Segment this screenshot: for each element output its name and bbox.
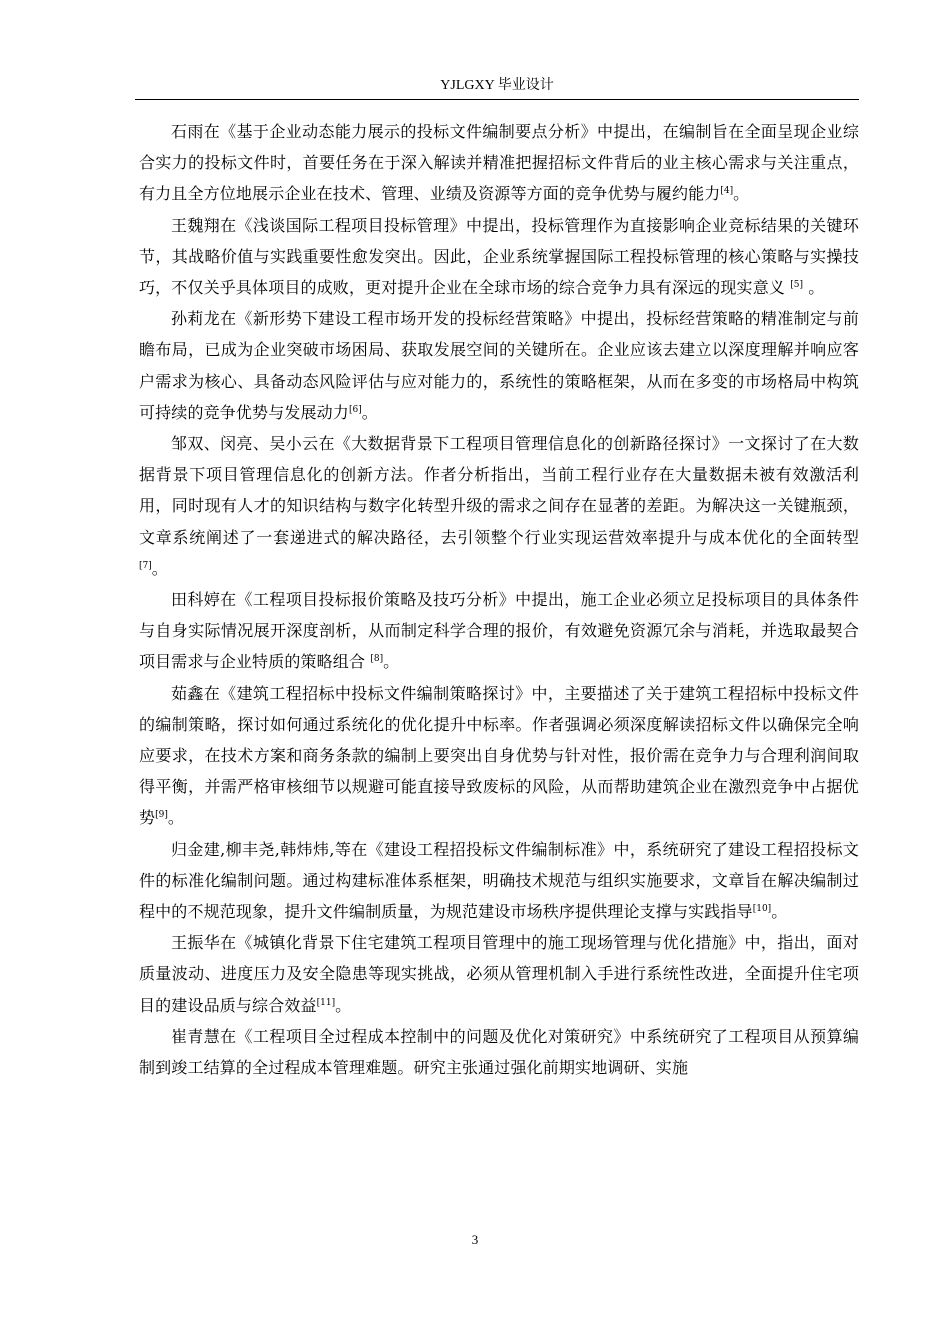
paragraph-tail: 。 xyxy=(803,278,825,298)
paragraph-text: 石雨在《基于企业动态能力展示的投标文件编制要点分析》中提出，在编制旨在全面呈现企业综合实力的投标文件时，首要任务在于深入解读并精准把握招标文件背后的业主核心需求与关注重点，有力且全方位地展示企业在技术、管理、业绩及资源等方面的竞争优势与履约能力 xyxy=(139,122,859,204)
body-text xyxy=(139,116,859,1083)
paragraph-text: 茹鑫在《建筑工程招标中投标文件编制策略探讨》中，主要描述了关于建筑工程招标中投标文件的编制策略，探讨如何通过系统化的优化提升中标率。作者强调必须深度解读招标文件以确保完全响应要求，在技术方案和商务条款的编制上要突出自身优势与针对性，报价需在竞争力与合理利润间取得平衡，并需严格审核细节以规避可能直接导致废标的风险，从而帮助建筑企业在激烈竞争中占据优势 xyxy=(139,683,859,828)
paragraph xyxy=(139,1021,859,1083)
citation-ref: [5] xyxy=(790,280,803,291)
running-header: YJLGXY 毕业设计 xyxy=(440,78,554,93)
citation-ref: [4] xyxy=(720,186,734,197)
paragraph xyxy=(139,303,859,428)
paragraph xyxy=(139,834,859,928)
header-rule xyxy=(135,99,859,100)
paragraph xyxy=(139,584,859,678)
citation-ref: [11] xyxy=(316,997,336,1008)
page-number: 3 xyxy=(471,1232,479,1247)
paragraph-text: 王振华在《城镇化背景下住宅建筑工程项目管理中的施工现场管理与优化措施》中，指出，面对质量波动、进度压力及安全隐患等现实挑战，必须从管理机制入手进行系统性改进，全面提升住宅项目的建设品质与综合效益 xyxy=(139,933,859,1015)
citation-ref: [10] xyxy=(752,904,772,915)
paragraph-tail: 。 xyxy=(167,808,185,828)
paragraph xyxy=(139,428,859,584)
paragraph-tail: 。 xyxy=(733,184,750,204)
paragraph-text: 孙莉龙在《新形势下建设工程市场开发的投标经营策略》中提出，投标经营策略的精准制定与前瞻布局，已成为企业突破市场困局、获取发展空间的关键所在。企业应该去建立以深度理解并响应客户需求为核心、具备动态风险评估与应对能力的，系统性的策略框架，从而在多变的市场格局中构筑可持续的竞争优势与发展动力 xyxy=(139,309,859,422)
paragraph-tail: 。 xyxy=(335,995,352,1015)
citation-ref: [8] xyxy=(370,654,384,665)
paragraph-text: 王魏翔在《浅谈国际工程项目投标管理》中提出，投标管理作为直接影响企业竞标结果的关键环节，其战略价值与实践重要性愈发突出。因此，企业系统掌握国际工程投标管理的核心策略与实操技巧，不仅关乎具体项目的成败，更对提升企业在全球市场的综合竞争力具有深远的现实意义 xyxy=(139,215,859,298)
paragraph xyxy=(139,678,859,834)
paragraph xyxy=(139,927,859,1021)
citation-ref: [7] xyxy=(139,560,152,571)
paragraph-tail: 。 xyxy=(383,652,400,672)
paragraph xyxy=(139,116,859,210)
paragraph-tail: 。 xyxy=(771,902,788,922)
citation-ref: [6] xyxy=(348,404,362,415)
paragraph-text: 崔青慧在《工程项目全过程成本控制中的问题及优化对策研究》中系统研究了工程项目从预算编制到竣工结算的全过程成本管理难题。研究主张通过强化前期实地调研、实施 xyxy=(139,1026,859,1078)
paragraph-text: 邹双、闵亮、吴小云在《大数据背景下工程项目管理信息化的创新路径探讨》一文探讨了在大数据背景下项目管理信息化的创新方法。作者分析指出，当前工程行业存在大量数据未被有效激活利用，同时现有人才的知识结构与数字化转型升级的需求之间存在显著的差距。为解决这一关键瓶颈，文章系统阐述了一套递进式的解决路径，去引领整个行业实现运营效率提升与成本优化的全面转型 xyxy=(139,434,859,547)
citation-ref: [9] xyxy=(155,810,168,821)
paragraph xyxy=(139,210,859,304)
paragraph-text: 归金建,柳丰尧,韩炜炜,等在《建设工程招投标文件编制标准》中，系统研究了建设工程招投标文件的标准化编制问题。通过构建标准体系框架，明确技术规范与组织实施要求，文章旨在解决编制过程中的不规范现象，提升文件编制质量，为规范建设市场秩序提供理论支撑与实践指导 xyxy=(139,839,859,922)
paragraph-tail: 。 xyxy=(151,558,168,578)
paragraph-tail: 。 xyxy=(361,402,378,422)
paragraph-text: 田科婷在《工程项目投标报价策略及技巧分析》中提出，施工企业必须立足投标项目的具体条件与自身实际情况展开深度剖析，从而制定科学合理的报价，有效避免资源冗余与消耗，并选取最契合项目需求与企业特质的策略组合 xyxy=(139,590,859,672)
